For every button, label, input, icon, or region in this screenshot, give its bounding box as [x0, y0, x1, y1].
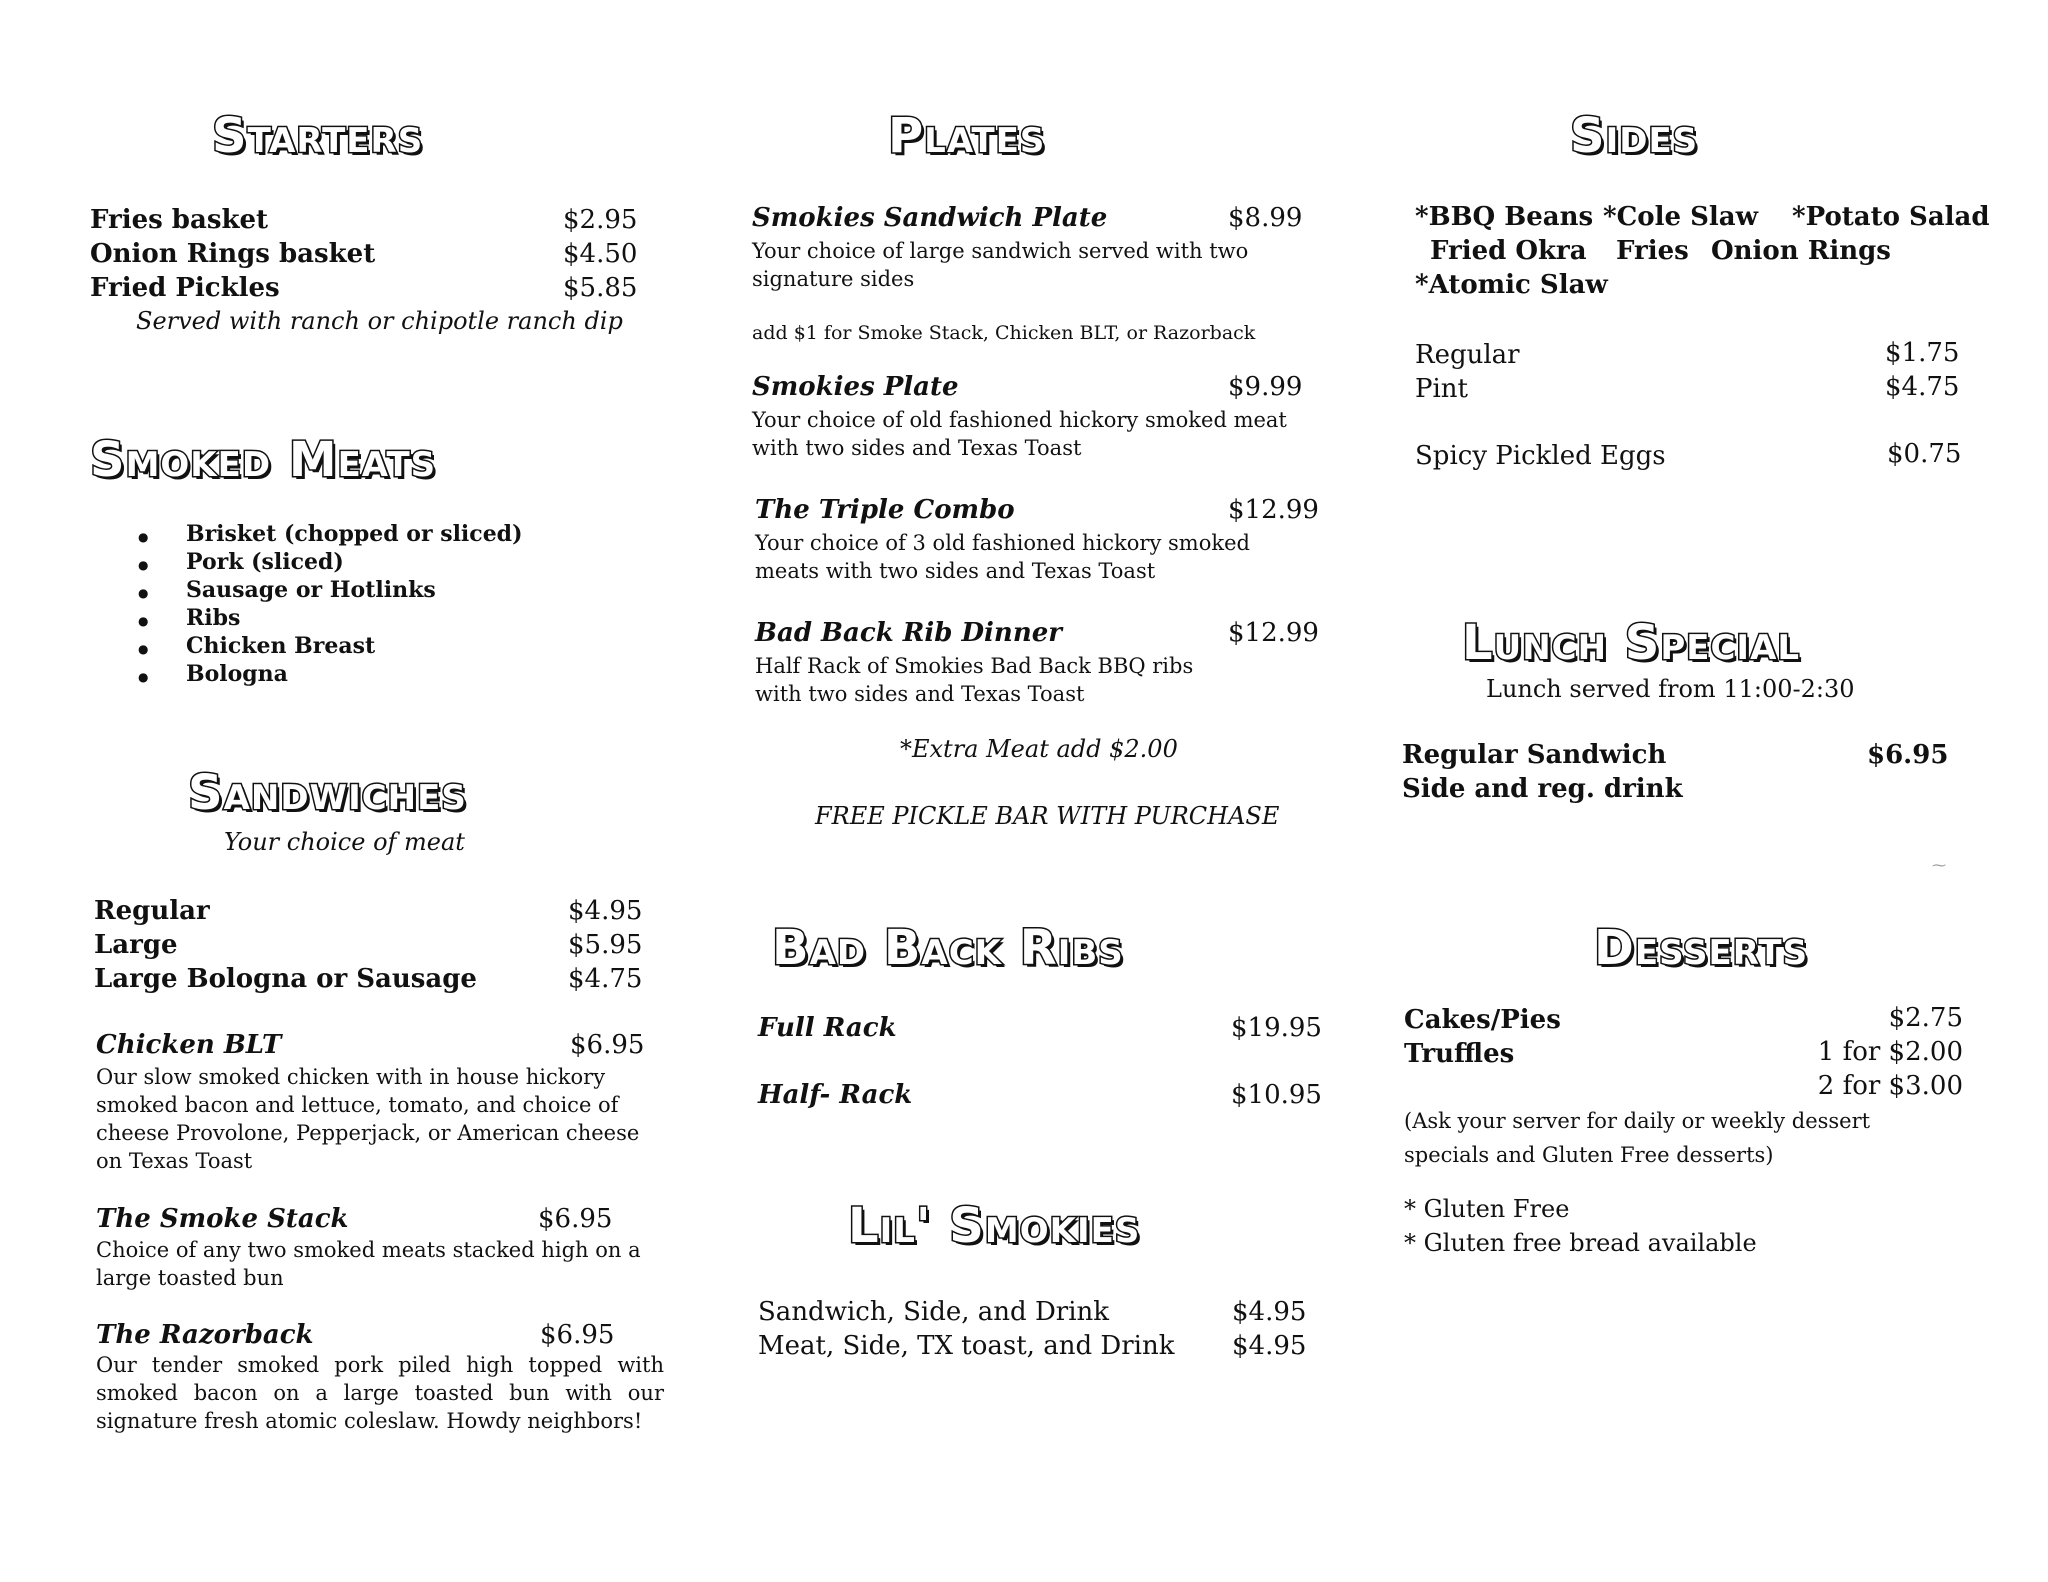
side-option: *Atomic Slaw — [1415, 270, 1608, 300]
special-name: The Razorback — [96, 1320, 314, 1350]
plate-description: Half Rack of Smokies Bad Back BBQ ribs with two sides and Texas Toast — [755, 654, 1194, 706]
side-option: *Cole Slaw — [1603, 202, 1758, 232]
sandwich-price: $5.95 — [568, 930, 643, 960]
ribs-name: Full Rack — [758, 1013, 897, 1043]
stray-mark: ⁓ — [1932, 858, 1946, 874]
lunch-item-name: Regular Sandwich — [1402, 740, 1667, 770]
dessert-name: Cakes/Pies — [1404, 1005, 1561, 1035]
dessert-price: 1 for $2.00 — [1817, 1037, 1963, 1067]
gluten-footnote: * Gluten free bread available — [1404, 1229, 1757, 1257]
sandwich-name: Large Bologna or Sausage — [94, 964, 477, 994]
plate-price: $8.99 — [1228, 203, 1303, 233]
lunch-hours: Lunch served from 11:00-2:30 — [1486, 675, 1855, 703]
smoked-meats-heading: Smoked Meats — [90, 432, 437, 488]
starter-price: $2.95 — [563, 205, 638, 235]
plate-addon-note: add $1 for Smoke Stack, Chicken BLT, or Razorback — [752, 322, 1256, 344]
special-name: The Smoke Stack — [96, 1204, 349, 1234]
bullet-icon: ● — [138, 642, 149, 656]
starter-name: Onion Rings basket — [90, 239, 376, 269]
starter-name: Fried Pickles — [90, 273, 280, 303]
plate-price: $12.99 — [1228, 618, 1319, 648]
desserts-heading: Desserts — [1594, 920, 1809, 976]
side-option: *BBQ Beans — [1415, 202, 1594, 232]
list-item: ● Ribs — [138, 604, 522, 632]
lil-smokies-price: $4.95 — [1232, 1297, 1307, 1327]
smoked-meats-list — [138, 520, 522, 688]
side-size-name: Pint — [1415, 374, 1469, 404]
side-option: Onion Rings — [1711, 236, 1891, 266]
side-option: *Potato Salad — [1792, 202, 1990, 232]
bullet-icon: ● — [138, 530, 149, 544]
list-item: ● Brisket (chopped or sliced) — [138, 520, 522, 548]
plate-description: Your choice of large sandwich served with two signature sides — [752, 239, 1249, 291]
lil-smokies-heading: Lil' Smokies — [848, 1198, 1141, 1254]
ribs-price: $10.95 — [1231, 1080, 1322, 1110]
side-size-name: Regular — [1415, 340, 1520, 370]
sandwiches-heading: Sandwiches — [188, 765, 467, 821]
bad-back-ribs-heading: Bad Back Ribs — [772, 920, 1124, 976]
special-name: Chicken BLT — [96, 1030, 282, 1060]
side-option: Fries — [1616, 236, 1689, 266]
plate-name: Bad Back Rib Dinner — [755, 618, 1062, 648]
bullet-icon: ● — [138, 614, 149, 628]
plate-name: Smokies Plate — [752, 372, 959, 402]
bullet-icon: ● — [138, 558, 149, 572]
side-size-price: $1.75 — [1885, 338, 1960, 368]
side-extra-name: Spicy Pickled Eggs — [1415, 441, 1666, 471]
sandwich-name: Large — [94, 930, 178, 960]
sandwich-price: $4.95 — [568, 896, 643, 926]
plate-name: The Triple Combo — [755, 495, 1015, 525]
list-item: ● Sausage or Hotlinks — [138, 576, 522, 604]
plate-price: $9.99 — [1228, 372, 1303, 402]
bullet-icon: ● — [138, 586, 149, 600]
ribs-name: Half- Rack — [758, 1080, 913, 1110]
extra-meat-note: *Extra Meat add $2.00 — [900, 735, 1178, 763]
lil-smokies-name: Meat, Side, TX toast, and Drink — [758, 1331, 1175, 1361]
special-price: $6.95 — [540, 1320, 615, 1350]
bullet-icon: ● — [138, 670, 149, 684]
plates-heading: Plates — [888, 108, 1046, 164]
plate-description: Your choice of old fashioned hickory smoked meat with two sides and Texas Toast — [752, 408, 1287, 460]
lunch-special-heading: Lunch Special — [1462, 615, 1801, 671]
special-description: Choice of any two smoked meats stacked high on a large toasted bun — [96, 1238, 641, 1290]
lil-smokies-price: $4.95 — [1232, 1331, 1307, 1361]
gluten-footnote: * Gluten Free — [1404, 1195, 1570, 1223]
list-item: ● Chicken Breast — [138, 632, 522, 660]
sides-heading: Sides — [1570, 108, 1699, 164]
side-extra-price: $0.75 — [1887, 439, 1962, 469]
dessert-name: Truffles — [1404, 1039, 1515, 1069]
special-price: $6.95 — [538, 1204, 613, 1234]
starter-price: $4.50 — [563, 239, 638, 269]
sandwich-name: Regular — [94, 896, 210, 926]
starter-name: Fries basket — [90, 205, 269, 235]
sandwiches-subtitle: Your choice of meat — [224, 828, 465, 856]
sandwich-price: $4.75 — [568, 964, 643, 994]
special-description: Our tender smoked pork piled high topped with smoked bacon on a large toasted bun with our signature fresh atomic coleslaw. Howdy neighbors! — [96, 1353, 664, 1433]
list-item: ● Pork (sliced) — [138, 548, 522, 576]
dessert-price: $2.75 — [1888, 1003, 1963, 1033]
ribs-price: $19.95 — [1231, 1013, 1322, 1043]
dessert-price: 2 for $3.00 — [1817, 1071, 1963, 1101]
dessert-note: (Ask your server for daily or weekly dessert specials and Gluten Free desserts) — [1404, 1109, 1871, 1167]
pickle-bar-note: FREE PICKLE BAR WITH PURCHASE — [815, 802, 1280, 830]
starters-note: Served with ranch or chipotle ranch dip — [136, 307, 623, 335]
special-price: $6.95 — [570, 1030, 645, 1060]
lunch-item-price: $6.95 — [1867, 740, 1949, 770]
starter-price: $5.85 — [563, 273, 638, 303]
special-description: Our slow smoked chicken with in house hickory smoked bacon and lettuce, tomato, and choice of cheese Provolone, Pepperjack, or American cheese on Texas Toast — [96, 1065, 640, 1173]
side-size-price: $4.75 — [1885, 372, 1960, 402]
plate-price: $12.99 — [1228, 495, 1319, 525]
side-option: Fried Okra — [1430, 236, 1587, 266]
starters-heading: Starters — [212, 108, 424, 164]
lunch-item-detail: Side and reg. drink — [1402, 774, 1683, 804]
list-item: ● Bologna — [138, 660, 522, 688]
plate-name: Smokies Sandwich Plate — [752, 203, 1108, 233]
plate-description: Your choice of 3 old fashioned hickory smoked meats with two sides and Texas Toast — [755, 531, 1250, 583]
lil-smokies-name: Sandwich, Side, and Drink — [758, 1297, 1110, 1327]
